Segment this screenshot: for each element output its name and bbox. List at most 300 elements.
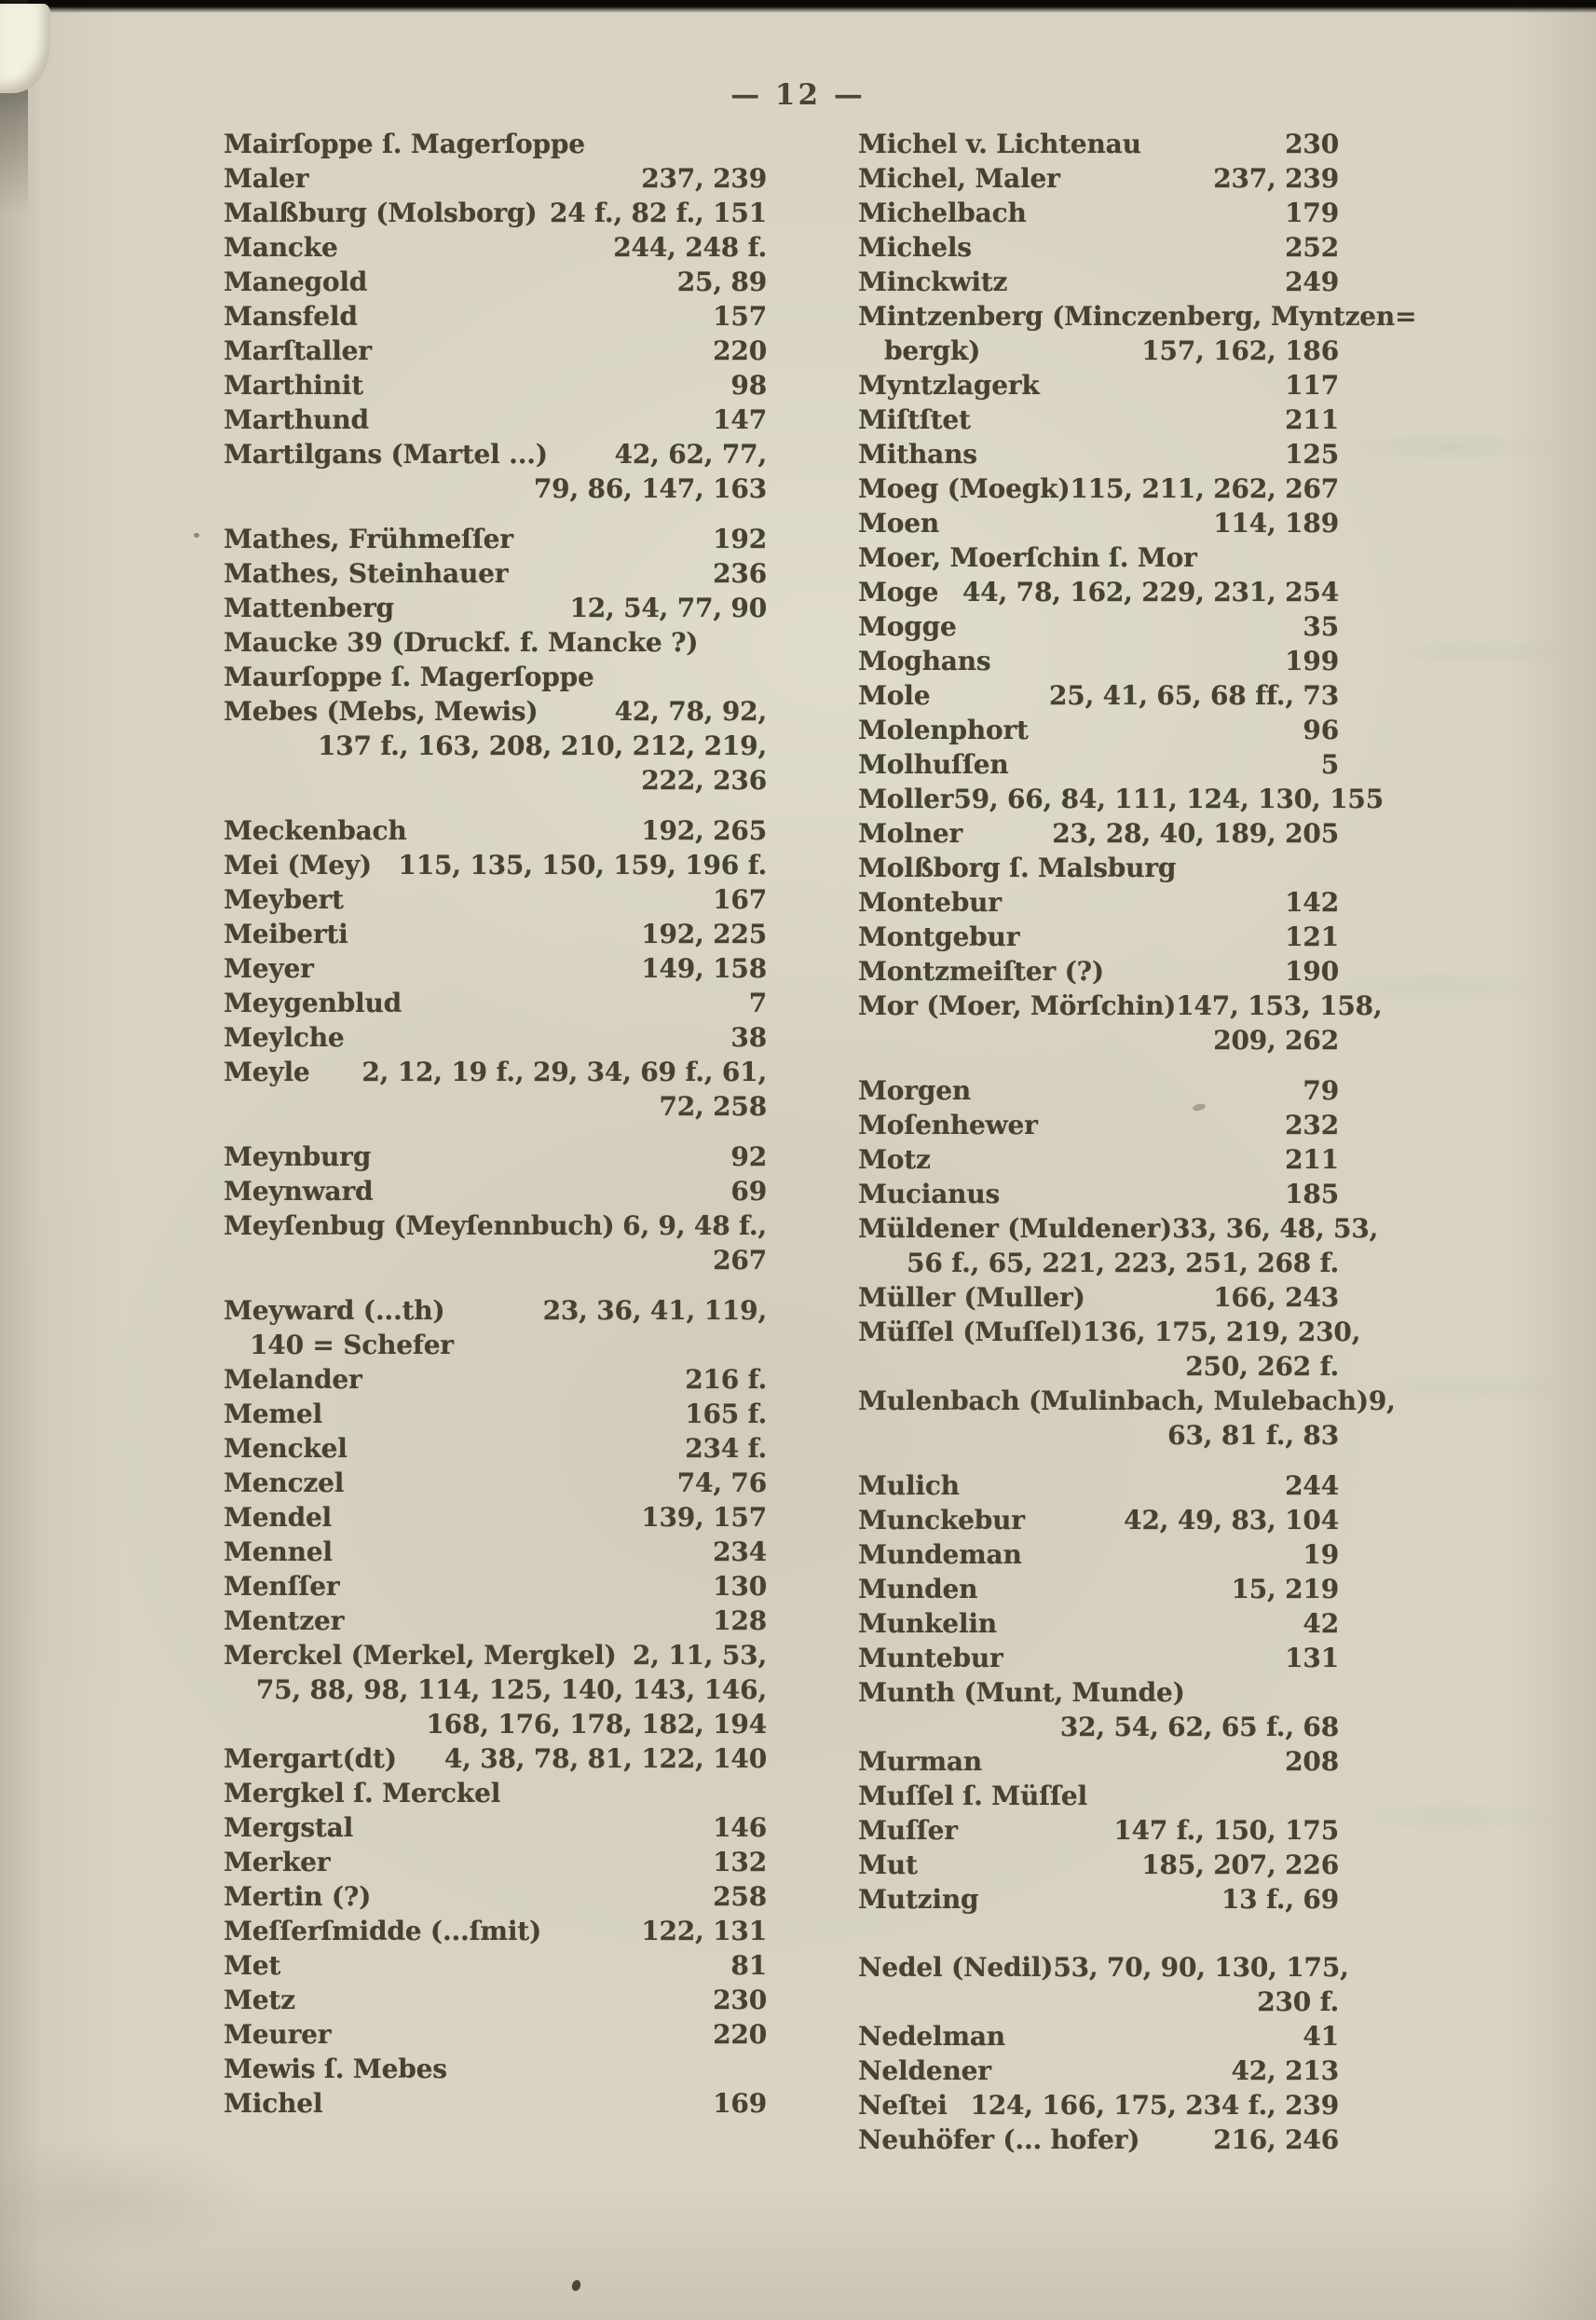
entry-name: Minckwitz (858, 266, 1008, 297)
entry-name: Munckebur (858, 1505, 1025, 1535)
index-entry-line (224, 439, 767, 473)
index-entry-line (858, 577, 1339, 611)
index-entry-line (858, 198, 1339, 232)
entry-pages: 121 (1285, 921, 1339, 952)
entry-pages: 220 (713, 2019, 767, 2050)
entry-pages: 44, 78, 162, 229, 231, 254 (962, 577, 1339, 607)
index-entry-line (224, 730, 767, 765)
entry-name: bergk) (884, 335, 981, 366)
entry-pages: 5 (1320, 749, 1339, 780)
index-entry-line (858, 1505, 1339, 1539)
index-entry-line (858, 370, 1339, 404)
entry-pages: 252 (1285, 232, 1339, 263)
entry-name: Mendel (224, 1502, 332, 1533)
entry-name: Michel, Maler (858, 163, 1060, 194)
entry-pages: 42, 78, 92, (614, 696, 767, 727)
entry-pages: 35 (1303, 611, 1339, 642)
index-entry-line (858, 1986, 1339, 2021)
index-entry-line (224, 1778, 767, 1812)
entry-pages: 33, 36, 48, 53, (1172, 1213, 1379, 1244)
index-entry-line (224, 232, 767, 266)
entry-pages: 190 (1285, 956, 1339, 987)
entry-name: Mundeman (858, 1539, 1022, 1570)
entry-name: Nedel (Nedil) (858, 1952, 1054, 1983)
entry-pages: 15, 219 (1231, 1574, 1339, 1604)
entry-pages: 244 (1285, 1470, 1339, 1501)
index-entry-line (224, 1399, 767, 1433)
entry-pages: 42, 213 (1231, 2055, 1339, 2086)
entry-pages: 250, 262 f. (1185, 1351, 1339, 1382)
entry-name: Michel v. Lichtenau (858, 129, 1141, 159)
index-entry-line (858, 1815, 1339, 1849)
index-entry-line (858, 921, 1339, 956)
entry-name: Marthinit (224, 370, 363, 401)
entry-pages: 23, 28, 40, 189, 205 (1052, 818, 1339, 849)
entry-name: Meſſerſmidde (...ſmit) (224, 1916, 542, 1946)
index-entry-line (858, 956, 1339, 990)
index-entry-line (858, 646, 1339, 680)
entry-name: Menczel (224, 1467, 345, 1498)
entry-name: Mennel (224, 1536, 333, 1567)
index-entry-line (858, 439, 1339, 473)
entry-name: Mergkel ſ. Merckel (224, 1778, 501, 1808)
entry-pages: 249 (1285, 266, 1339, 297)
entry-name: Meyer (224, 953, 314, 984)
index-entry-line (224, 301, 767, 335)
index-entry-line (858, 1677, 1339, 1712)
entry-pages: 211 (1285, 1144, 1339, 1175)
entry-pages: 63, 81 f., 83 (1167, 1420, 1339, 1451)
index-entry-line (858, 1539, 1339, 1574)
entry-name: Munden (858, 1574, 978, 1604)
index-entry-line (858, 2021, 1339, 2055)
entry-pages: 13 f., 69 (1221, 1884, 1339, 1915)
entry-name: Mor (Moer, Mörſchin) (858, 990, 1177, 1021)
entry-name: Munth (Munt, Munde) (858, 1677, 1185, 1708)
index-entry-line (858, 784, 1384, 818)
entry-name: Neuhöfer (... hofer) (858, 2124, 1140, 2155)
index-entry-line (224, 627, 767, 662)
entry-name: Mathes, Steinhauer (224, 558, 509, 589)
entry-name: Montebur (858, 887, 1002, 918)
index-entry-line (224, 2088, 767, 2122)
entry-name: Meyward (...th) (224, 1295, 445, 1326)
entry-pages: 232 (1285, 1110, 1339, 1140)
entry-pages: 234 (713, 1536, 767, 1567)
index-entry-line (858, 404, 1339, 439)
entry-name: Mebes (Mebs, Mewis) (224, 696, 539, 727)
index-entry-line (858, 1351, 1339, 1385)
entry-name: Mertin (?) (224, 1881, 372, 1912)
entry-pages: 166, 243 (1213, 1282, 1339, 1313)
entry-name: Mentzer (224, 1605, 345, 1636)
entry-name: Miſtſtet (858, 404, 971, 435)
entry-pages: 237, 239 (641, 163, 767, 194)
entry-name: Met (224, 1950, 281, 1981)
index-entry-line (858, 1179, 1339, 1213)
entry-pages: 165 f. (685, 1399, 767, 1429)
index-entry-line (224, 1141, 767, 1176)
index-entry-line (224, 850, 767, 884)
index-entry-line (224, 129, 767, 163)
entry-name: Meylche (224, 1022, 345, 1053)
entry-pages: 230 (713, 1985, 767, 2015)
index-entry-line (224, 370, 767, 404)
entry-pages: 147 f., 150, 175 (1113, 1815, 1339, 1846)
index-entry-line (224, 558, 767, 593)
index-entry-line (224, 1295, 767, 1330)
entry-pages: 4, 38, 78, 81, 122, 140 (443, 1743, 767, 1774)
entry-name: Mulich (858, 1470, 960, 1501)
entry-name: Manegold (224, 266, 368, 297)
entry-pages: 96 (1303, 715, 1339, 745)
index-entry-line (224, 335, 767, 370)
entry-name: Neſtei (858, 2090, 948, 2121)
entry-pages: 230 (1285, 129, 1339, 159)
entry-pages: 185, 207, 226 (1141, 1849, 1339, 1880)
index-entry-line (858, 749, 1339, 784)
entry-name: Müller (Muller) (858, 1282, 1085, 1313)
index-entry-line (224, 1022, 767, 1057)
entry-name: Molenphort (858, 715, 1029, 745)
entry-pages: 69 (730, 1176, 767, 1207)
index-entry-line (224, 1210, 767, 1245)
index-entry-line (224, 1245, 767, 1279)
entry-name: Metz (224, 1985, 295, 2015)
index-entry-line (858, 542, 1339, 577)
entry-pages: 209, 262 (1213, 1025, 1339, 1056)
entry-name: Mintzenberg (Minczenberg, Myntzen= (858, 301, 1417, 332)
entry-pages: 25, 41, 65, 68 ff., 73 (1049, 680, 1339, 711)
index-entry-line (858, 1746, 1339, 1781)
entry-pages: 267 (713, 1245, 767, 1276)
entry-name: Molhuſſen (858, 749, 1009, 780)
entry-name: Meiberti (224, 919, 348, 949)
entry-name: Maurſoppe ſ. Magerſoppe (224, 662, 594, 692)
entry-pages: 9, (1368, 1385, 1396, 1416)
entry-pages: 122, 131 (641, 1916, 767, 1946)
index-entry-line (858, 1849, 1339, 1884)
index-entry-line (224, 1985, 767, 2019)
entry-pages: 149, 158 (641, 953, 767, 984)
index-entry-line (858, 163, 1339, 198)
index-entry-line (224, 2054, 767, 2088)
entry-pages: 38 (730, 1022, 767, 1053)
entry-name: Mewis ſ. Mebes (224, 2054, 447, 2084)
entry-pages: 139, 157 (641, 1502, 767, 1533)
index-entry-line (858, 1110, 1339, 1144)
entry-name: Marſtaller (224, 335, 372, 366)
entry-name: Michelbach (858, 198, 1027, 228)
entry-name: Montgebur (858, 921, 1020, 952)
entry-name: Maler (224, 163, 309, 194)
entry-pages: 42, 62, 77, (614, 439, 767, 470)
entry-name: Malßburg (Molsborg) (224, 198, 538, 228)
index-entry-line (224, 1091, 767, 1126)
index-entry-line (858, 1470, 1339, 1505)
index-entry-line (858, 611, 1339, 646)
index-entry-line (224, 404, 767, 439)
entry-pages: 75, 88, 98, 114, 125, 140, 143, 146, (255, 1674, 767, 1705)
entry-pages: 211 (1285, 404, 1339, 435)
index-entry-line (224, 1743, 767, 1778)
index-entry-line (224, 815, 767, 850)
index-entry-line (858, 1385, 1396, 1420)
index-entry-line (224, 524, 767, 558)
entry-name: Mathes, Frühmeſſer (224, 524, 513, 554)
index-entry-line (858, 301, 1417, 335)
index-entry-line (224, 163, 767, 198)
entry-name: Maucke 39 (Druckf. f. Mancke ?) (224, 627, 699, 658)
index-column-left (224, 129, 767, 2122)
entry-name: Muſſer (858, 1815, 958, 1846)
entry-pages: 115, 211, 262, 267 (1070, 473, 1340, 504)
entry-pages: 147, 153, 158, (1176, 990, 1383, 1021)
index-entry-line (858, 232, 1339, 266)
entry-pages: 74, 76 (676, 1467, 767, 1498)
index-entry-line (224, 1176, 767, 1210)
entry-name: Meynburg (224, 1141, 372, 1172)
entry-name: Mithans (858, 439, 977, 470)
entry-pages: 192, 265 (641, 815, 767, 846)
index-entry-line (224, 1674, 767, 1709)
entry-pages: 125 (1285, 439, 1339, 470)
entry-pages: 19 (1303, 1539, 1339, 1570)
entry-name: Müſſel (Muſſel) (858, 1317, 1084, 1347)
entry-name: Munkelin (858, 1608, 997, 1639)
index-entry-line (224, 884, 767, 919)
entry-name: Meygenblud (224, 988, 402, 1018)
ink-speck (194, 533, 199, 538)
ink-speck (570, 2279, 581, 2292)
entry-pages: 230 f. (1257, 1986, 1339, 2017)
entry-pages: 234 f. (685, 1433, 767, 1464)
entry-name: Meyle (224, 1057, 310, 1087)
entry-name: Mairſoppe ſ. Magerſoppe (224, 129, 585, 159)
entry-pages: 117 (1285, 370, 1339, 401)
entry-name: Molßborg ſ. Malsburg (858, 853, 1177, 883)
entry-pages: 147 (713, 404, 767, 435)
entry-pages: 169 (713, 2088, 767, 2119)
index-entry-line (224, 1847, 767, 1881)
entry-pages: 192, 225 (641, 919, 767, 949)
entry-pages: 92 (730, 1141, 767, 1172)
entry-name: Müldener (Muldener) (858, 1213, 1173, 1244)
entry-name: Mole (858, 680, 931, 711)
entry-pages: 42 (1303, 1608, 1339, 1639)
index-entry-line (224, 1709, 767, 1743)
entry-name: Myntzlagerk (858, 370, 1040, 401)
entry-pages: 7 (748, 988, 767, 1018)
index-entry-line (858, 508, 1339, 542)
entry-name: Michels (858, 232, 972, 263)
entry-pages: 53, 70, 90, 130, 175, (1053, 1952, 1349, 1983)
entry-name: Merker (224, 1847, 331, 1877)
index-entry-line (858, 1781, 1339, 1815)
index-entry-line (224, 2019, 767, 2054)
entry-pages: 132 (713, 1847, 767, 1877)
entry-name: Moſenhewer (858, 1110, 1038, 1140)
entry-pages: 157, 162, 186 (1141, 335, 1339, 366)
entry-pages: 81 (730, 1950, 767, 1981)
entry-pages: 98 (730, 370, 767, 401)
entry-name: Moer, Moerſchin ſ. Mor (858, 542, 1197, 573)
entry-name: Meurer (224, 2019, 332, 2050)
entry-name: Mergstal (224, 1812, 354, 1843)
index-entry-line (858, 129, 1339, 163)
entry-name: Molner (858, 818, 963, 849)
entry-pages: 114, 189 (1213, 508, 1339, 539)
entry-name: Meybert (224, 884, 344, 915)
index-entry-line (858, 1248, 1339, 1282)
entry-pages: 128 (713, 1605, 767, 1636)
index-entry-line (224, 696, 767, 730)
entry-pages: 157 (713, 301, 767, 332)
index-entry-line (224, 919, 767, 953)
entry-name: Michel (224, 2088, 323, 2119)
entry-name: Memel (224, 1399, 322, 1429)
entry-pages: 59, 66, 84, 111, 124, 130, 155 (953, 784, 1384, 814)
entry-pages: 25, 89 (676, 266, 767, 297)
entry-name: Moller (858, 784, 954, 814)
entry-pages: 258 (713, 1881, 767, 1912)
index-entry-line (858, 853, 1339, 887)
entry-name: Nedelman (858, 2021, 1005, 2052)
entry-pages: 222, 236 (641, 765, 767, 796)
index-entry-line (858, 887, 1339, 921)
index-entry-line (224, 266, 767, 301)
entry-name: Neldener (858, 2055, 991, 2086)
entry-name: Mutzing (858, 1884, 979, 1915)
index-entry-line (224, 198, 767, 232)
index-entry-line (224, 662, 767, 696)
entry-name: Motz (858, 1144, 931, 1175)
entry-pages: 124, 166, 175, 234 f., 239 (970, 2090, 1339, 2121)
entry-name: Mogge (858, 611, 957, 642)
index-entry-line (858, 266, 1339, 301)
entry-name: Mergart(dt) (224, 1743, 397, 1774)
index-entry-line (224, 1433, 767, 1467)
scan-top-edge (0, 0, 1596, 13)
entry-pages: 146 (713, 1812, 767, 1843)
entry-name: Menſſer (224, 1571, 340, 1602)
index-entry-line (858, 2090, 1339, 2124)
entry-pages: 42, 49, 83, 104 (1124, 1505, 1339, 1535)
entry-pages: 208 (1285, 1746, 1339, 1777)
entry-pages: 142 (1285, 887, 1339, 918)
entry-name: Meyſenbug (Meyſennbuch) (224, 1210, 615, 1241)
index-entry-line (858, 2124, 1339, 2159)
entry-pages: 244, 248 f. (613, 232, 767, 263)
entry-name: Martilgans (Martel ...) (224, 439, 548, 470)
entry-pages: 167 (713, 884, 767, 915)
index-entry-line (858, 1420, 1339, 1454)
entry-name: Meynward (224, 1176, 374, 1207)
entry-name: 140 = Schefer (250, 1330, 454, 1360)
index-entry-line (224, 953, 767, 988)
entry-pages: 32, 54, 62, 65 f., 68 (1059, 1712, 1339, 1742)
entry-pages: 2, 11, 53, (632, 1640, 767, 1671)
index-entry-line (224, 1364, 767, 1399)
index-entry-line (858, 1144, 1339, 1179)
entry-name: Mut (858, 1849, 918, 1880)
entry-pages: 216 f. (685, 1364, 767, 1395)
index-entry-line (858, 990, 1383, 1025)
entry-pages: 192 (713, 524, 767, 554)
index-entry-line (858, 1952, 1349, 1986)
entry-name: Mansfeld (224, 301, 358, 332)
entry-pages: 41 (1303, 2021, 1339, 2052)
index-entry-line (224, 1536, 767, 1571)
index-entry-line (858, 1282, 1339, 1317)
index-entry-line (224, 1916, 767, 1950)
index-column-right (858, 129, 1417, 2159)
index-entry-line (858, 1643, 1339, 1677)
entry-name: Merckel (Merkel, Mergkel) (224, 1640, 617, 1671)
entry-pages: 79 (1303, 1075, 1339, 1106)
index-entry-line (224, 1571, 767, 1605)
entry-pages: 179 (1285, 198, 1339, 228)
entry-pages: 130 (713, 1571, 767, 1602)
entry-pages: 24 f., 82 f., 151 (549, 198, 767, 228)
entry-pages: 137 f., 163, 208, 210, 212, 219, (317, 730, 767, 761)
entry-pages: 12, 54, 77, 90 (569, 593, 767, 623)
index-entry-line (224, 1057, 767, 1091)
index-entry-line (224, 1330, 767, 1364)
entry-name: Melander (224, 1364, 362, 1395)
entry-pages: 216, 246 (1213, 2124, 1339, 2155)
entry-pages: 131 (1285, 1643, 1339, 1673)
entry-pages: 115, 135, 150, 159, 196 f. (398, 850, 767, 880)
entry-pages: 56 f., 65, 221, 223, 251, 268 f. (907, 1248, 1339, 1278)
entry-pages: 6, 9, 48 f., (622, 1210, 767, 1241)
index-entry-line (224, 1881, 767, 1916)
index-entry-line (858, 1608, 1339, 1643)
entry-name: Montzmeiſter (?) (858, 956, 1104, 987)
entry-name: Moen (858, 508, 940, 539)
index-entry-line (858, 1574, 1339, 1608)
entry-pages: 23, 36, 41, 119, (542, 1295, 767, 1326)
entry-name: Moeg (Moegk) (858, 473, 1071, 504)
entry-name: Mei (Mey) (224, 850, 372, 880)
index-entry-line (858, 1075, 1339, 1110)
entry-name: Morgen (858, 1075, 971, 1106)
index-entry-line (858, 680, 1339, 715)
entry-pages: 79, 86, 147, 163 (533, 473, 767, 504)
entry-pages: 185 (1285, 1179, 1339, 1209)
index-entry-line (224, 1502, 767, 1536)
index-entry-line (858, 335, 1339, 370)
index-entry-line (858, 1213, 1379, 1248)
index-entry-line (224, 765, 767, 799)
entry-pages: 236 (713, 558, 767, 589)
index-entry-line (224, 473, 767, 508)
entry-name: Muntebur (858, 1643, 1003, 1673)
entry-name: Murman (858, 1746, 983, 1777)
index-entry-line (858, 1712, 1339, 1746)
index-entry-line (858, 1025, 1339, 1059)
index-entry-line (224, 1950, 767, 1985)
entry-name: Mulenbach (Mulinbach, Mulebach) (858, 1385, 1369, 1416)
index-entry-line (858, 473, 1339, 508)
index-entry-line (224, 1605, 767, 1640)
entry-name: Moge (858, 577, 939, 607)
entry-pages: 136, 175, 219, 230, (1083, 1317, 1361, 1347)
entry-name: Menckel (224, 1433, 348, 1464)
entry-name: Moghans (858, 646, 991, 676)
entry-pages: 72, 258 (659, 1091, 767, 1122)
index-entry-line (858, 1317, 1361, 1351)
